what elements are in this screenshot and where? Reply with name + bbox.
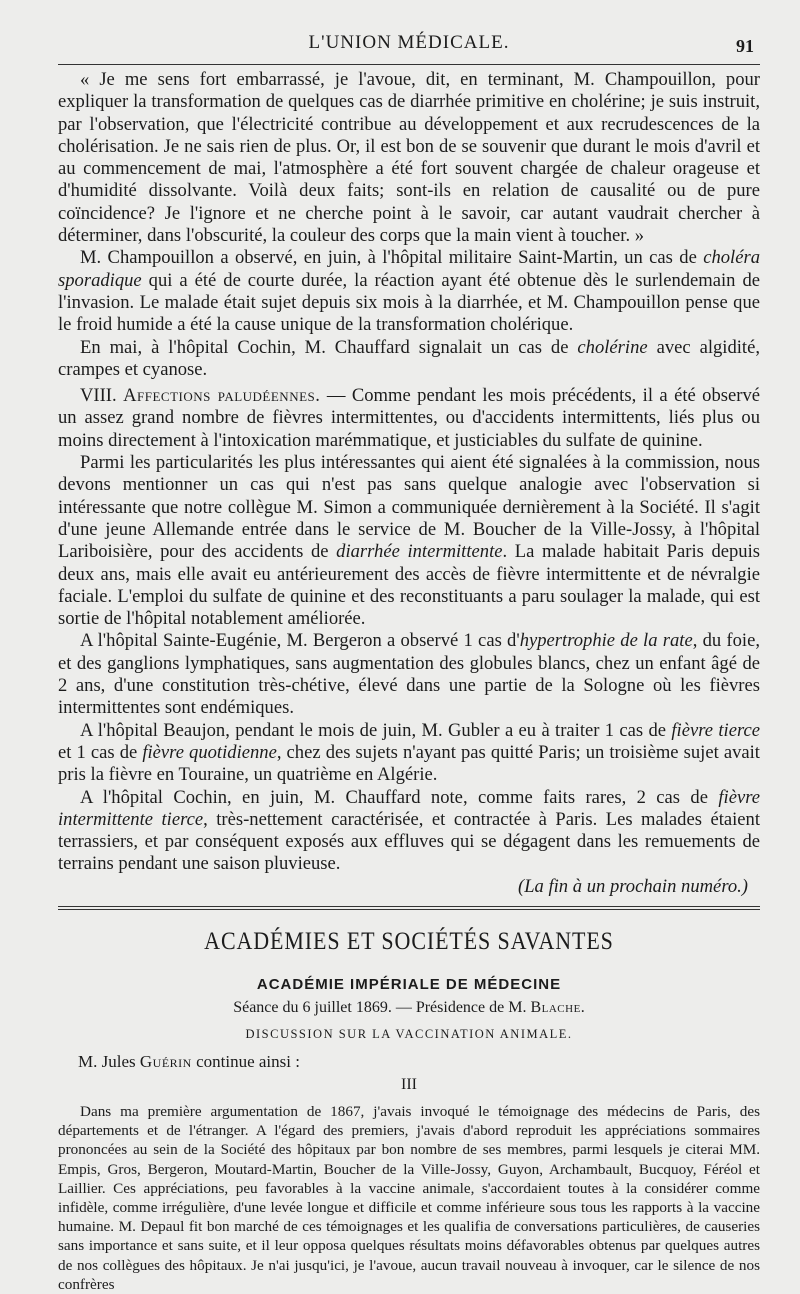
session-line: Séance du 6 juillet 1869. — Présidence de M. Blache. — [233, 998, 585, 1016]
speaker-name: Guérin — [139, 1051, 192, 1071]
journal-title: L'UNION MÉDICALE. — [308, 32, 510, 53]
italic-term: fièvre intermittente tierce — [58, 786, 760, 830]
section-heading: Affections paludéennes. — [123, 385, 321, 407]
section-divider — [58, 906, 760, 910]
section-heading-paragraph: VIII. Affections paludéennes. — Comme pendant les mois précédents, il a été observé un assez grand nombre de fièvres intermittentes, ou d'accidents intermittents, liés plus ou moins directement à l'intoxication marémmatique, et justiciables du sulfate de quinine. — [58, 385, 760, 451]
italic-term: fièvre quotidienne — [142, 741, 277, 763]
paragraph-beaujon: A l'hôpital Beaujon, pendant le mois de juin, M. Gubler a eu à traiter 1 cas de fièvre tierce et 1 cas de fièvre quotidienne, chez des sujets n'ayant pas quitté Paris; un troisième sujet avait pris la fièvre en Touraine, un quatrième en Algérie. — [58, 719, 761, 786]
running-header — [58, 30, 760, 64]
section-title: ACADÉMIES ET SOCIÉTÉS SAVANTES — [204, 927, 614, 955]
paragraph-champouillon: M. Champouillon a observé, en juin, à l'hôpital militaire Saint-Martin, un cas de choléra sporadique qui a été de courte durée, la réaction ayant été obtenue dès le surlendemain de l'invasion. Le malade était sujet depuis six mois à la diarrhée, et M. Champouillon pense que le froid humide a été la cause unique de la transformation cholérique. — [58, 247, 760, 336]
section-number: VIII. — [80, 385, 117, 407]
president-name: Blache — [530, 998, 581, 1016]
discussion-title: DISCUSSION SUR LA VACCINATION ANIMALE. — [245, 1026, 573, 1041]
italic-term: choléra sporadique — [58, 247, 760, 291]
continuation-note: (La fin à un prochain numéro.) — [518, 875, 748, 897]
top-article — [58, 69, 760, 898]
paragraph-cochin-may: En mai, à l'hôpital Cochin, M. Chauffard signalait un cas de cholérine avec algidité, crampes et cyanose. — [58, 336, 760, 380]
paragraph-sainte-eugenie: A l'hôpital Sainte-Eugénie, M. Bergeron a observé 1 cas d'hypertrophie de la rate, du foie, et des ganglions lymphatiques, sans augmentation des globules blancs, chez un enfant âgé de 2 ans, d'une constitution très-chétive, élevé dans une partie de la Sologne où les fièvres intermittentes sont endémiques. — [58, 630, 760, 719]
academy-name: ACADÉMIE IMPÉRIALE DE MÉDECINE — [256, 975, 562, 993]
speech-paragraph: Dans ma première argumentation de 1867, j'avais invoqué le témoignage des médecins de Paris, des départements et de l'étranger. A l'égard des premiers, j'avais d'abord reproduit les appréciations sommaires prononcées au sein de la Société des hôpitaux par bon nombre de ses membres, parmi lesquels je citerai MM. Empis, Gros, Bergeron, Moutard-Martin, Boucher de la Ville-Jossy, Guyon, Archambault, Bucquoy, Féréol et Laillier. Ces appréciations, peu favorables à la vaccine animale, s'accordaient toutes à la considérer comme infidèle, comme irrégulière, d'une levée longue et difficile et comme inférieure sous tous les rapports à la vaccine humaine. M. Depaul fit bon marché de ces témoignages et les qualifia de conversations particulières, de causeries sans importance et sans suite, et il leur opposa quelques résultats moins défavorables obtenus par quelques autres de nos collègues des hôpitaux. Je n'ai jusqu'ici, je l'avoue, aucun travail nouveau à invoquer, car le silence de nos confrères — [58, 1102, 760, 1293]
italic-term: hypertrophie de la rate — [519, 630, 693, 652]
paragraph-cochin-june: A l'hôpital Cochin, en juin, M. Chauffard note, comme faits rares, 2 cas de fièvre intermittente tierce, très-nettement caractérisée, et contractée à Paris. Les malades étaient terrassiers, et par conséquent exposés aux effluves qui se dégagent dans les remuements de terrains pendant une saison pluvieuse. — [58, 786, 760, 875]
paragraph-lariboisiere: Parmi les particularités les plus intéressantes qui aient été signalées à la commission, nous devons mentionner un cas qui n'est pas sans quelque analogie avec l'observation si intéressante que notre collègue M. Simon a communiquée dernièrement à la Société. Il s'agit d'une jeune Allemande entrée dans le service de M. Boucher de la Ville-Jossy, à l'hôpital Lariboisière, pour des accidents de diarrhée intermittente. La malade habitait Paris depuis deux ans, mais elle avait eu antérieurement des accès de fièvre intermittente et de névralgie faciale. L'emploi du sulfate de quinine et des reconstituants a paru soulager la malade, qui est sortie de l'hôpital notablement améliorée. — [58, 452, 761, 630]
paragraph-quote: « Je me sens fort embarrassé, je l'avoue, dit, en terminant, M. Champouillon, pour expliquer la transformation de quelques cas de diarrhée primitive en cholérine; je suis instruit, par l'observation, que l'électricité contribue au développement et aux recrudescences de la cholérisation. Je ne sais rien de plus. Or, il est bon de se souvenir que durant le mois d'avril et au commencement de mai, l'atmosphère a été fort souvent chargée de chaleur orageuse et d'humidité dissolvante. Voilà deux faits; sont-ils en relation de causalité ou de pure coïncidence? Je l'ignore et ne cherche point à le savoir, car autant vaudrait chercher à déterminer, dans l'obscurité, la couleur des corps que la main vient à toucher. » — [58, 69, 760, 247]
part-number: III — [401, 1075, 417, 1093]
italic-term: fièvre tierce — [671, 719, 761, 741]
italic-term: cholérine — [577, 336, 648, 358]
header-rule — [58, 64, 760, 65]
page-number: 91 — [736, 36, 754, 56]
speaker-line: M. Jules Guérin continue ainsi : — [78, 1051, 300, 1071]
italic-term: diarrhée intermittente — [336, 541, 503, 563]
speech-body — [58, 1102, 760, 1294]
